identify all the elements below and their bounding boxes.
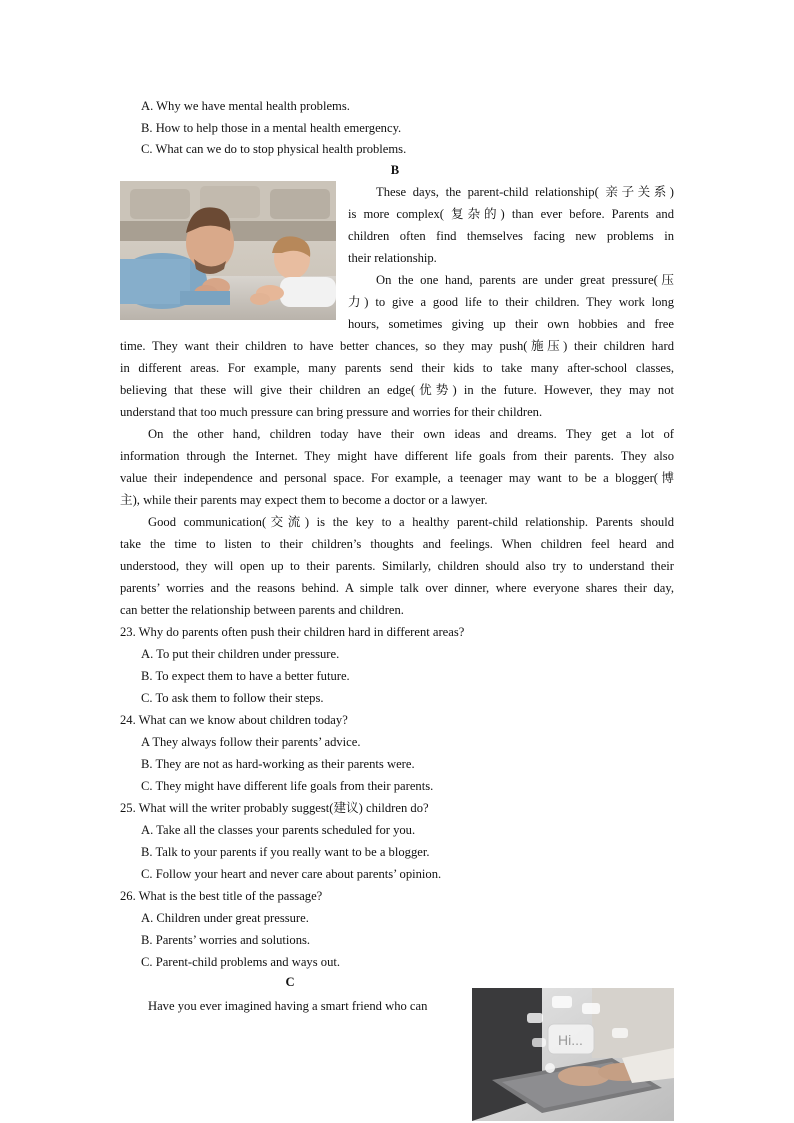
b-p3-line-4: 主), while their parents may expect them to become a doctor or a lawyer.: [120, 493, 488, 507]
q26-option-b: B. Parents’ worries and solutions.: [141, 933, 311, 947]
q23-option-a: A. To put their children under pressure.: [141, 647, 340, 661]
b-p3-line-3: value their independence and personal space. For example, a teenager may want to be a blogger(博: [120, 471, 674, 485]
question-24: 24. What can we know about children today?: [120, 713, 348, 727]
q23-option-c: C. To ask them to follow their steps.: [141, 691, 324, 705]
top-option-b: B. How to help those in a mental health emergency.: [141, 121, 402, 135]
q25-option-a: A. Take all the classes your parents scheduled for you.: [141, 823, 416, 837]
b-p2-line-6: believing that these will give their children an edge(优势) in the future. However, they may not: [120, 383, 674, 397]
b-p4-line-4: parents’ worries and the reasons behind. A simple talk over dinner, where everyone shares their day,: [120, 581, 674, 595]
question-25: 25. What will the writer probably suggest(建议) children do?: [120, 801, 429, 815]
q26-option-a: A. Children under great pressure.: [141, 911, 309, 925]
b-p4-line-2: take the time to listen to their children’s thoughts and feelings. When children feel heard and: [120, 537, 674, 551]
laptop-chat-photo-illustration: [472, 988, 674, 1121]
q23-option-b: B. To expect them to have a better future.: [141, 669, 350, 683]
b-p4-line-3: understood, they will open up to their parents. Similarly, children should also try to understand their: [120, 559, 674, 573]
laptop-chat-photo: [472, 988, 674, 1121]
b-p4-line-1: Good communication(交流) is the key to a healthy parent-child relationship. Parents should: [148, 515, 674, 529]
b-p2-line-7: understand that too much pressure can bring pressure and worries for their children.: [120, 405, 543, 419]
question-23: 23. Why do parents often push their children hard in different areas?: [120, 625, 465, 639]
top-option-c: C. What can we do to stop physical health problems.: [141, 142, 407, 156]
b-p1-line-2: is more complex( 复杂的) than ever before. Parents and: [348, 207, 674, 221]
b-p1-line-3: children often find themselves facing new problems in: [348, 229, 674, 243]
top-option-a: A. Why we have mental health problems.: [141, 99, 350, 113]
b-p2-line-1: On the one hand, parents are under great pressure(压: [376, 273, 674, 287]
b-p1-line-1: These days, the parent-child relationship( 亲子关系): [376, 185, 674, 199]
q24-option-b: B. They are not as hard-working as their parents were.: [141, 757, 415, 771]
parent-child-photo-illustration: [120, 181, 336, 320]
b-p1-line-4: their relationship.: [348, 251, 437, 265]
q25-option-b: B. Talk to your parents if you really want to be a blogger.: [141, 845, 430, 859]
q26-option-c: C. Parent-child problems and ways out.: [141, 955, 341, 969]
section-b-heading: B: [390, 163, 400, 177]
b-p2-line-5: in different areas. For example, many parents send their kids to take many after-school classes,: [120, 361, 674, 375]
b-p2-line-3: hours, sometimes giving up their own hobbies and free: [348, 317, 674, 331]
b-p2-line-2: 力) to give a good life to their children. They work long: [348, 295, 674, 309]
q24-option-a: A They always follow their parents’ advice.: [141, 735, 361, 749]
parent-child-photo: [120, 181, 336, 320]
b-p2-line-4: time. They want their children to have better chances, so they may push(施压) their children hard: [120, 339, 674, 353]
question-26: 26. What is the best title of the passage?: [120, 889, 323, 903]
section-c-heading: C: [285, 975, 295, 989]
q24-option-c: C. They might have different life goals from their parents.: [141, 779, 434, 793]
q25-option-c: C. Follow your heart and never care about parents’ opinion.: [141, 867, 442, 881]
b-p3-line-1: On the other hand, children today have their own ideas and dreams. They get a lot of: [148, 427, 674, 441]
b-p3-line-2: information through the Internet. They might have different life goals from their parents. They also: [120, 449, 674, 463]
b-p4-line-5: can better the relationship between parents and children.: [120, 603, 404, 617]
screen-greeting-text: Hi...: [558, 1032, 583, 1048]
c-p1-line-1: Have you ever imagined having a smart friend who can: [148, 999, 428, 1013]
